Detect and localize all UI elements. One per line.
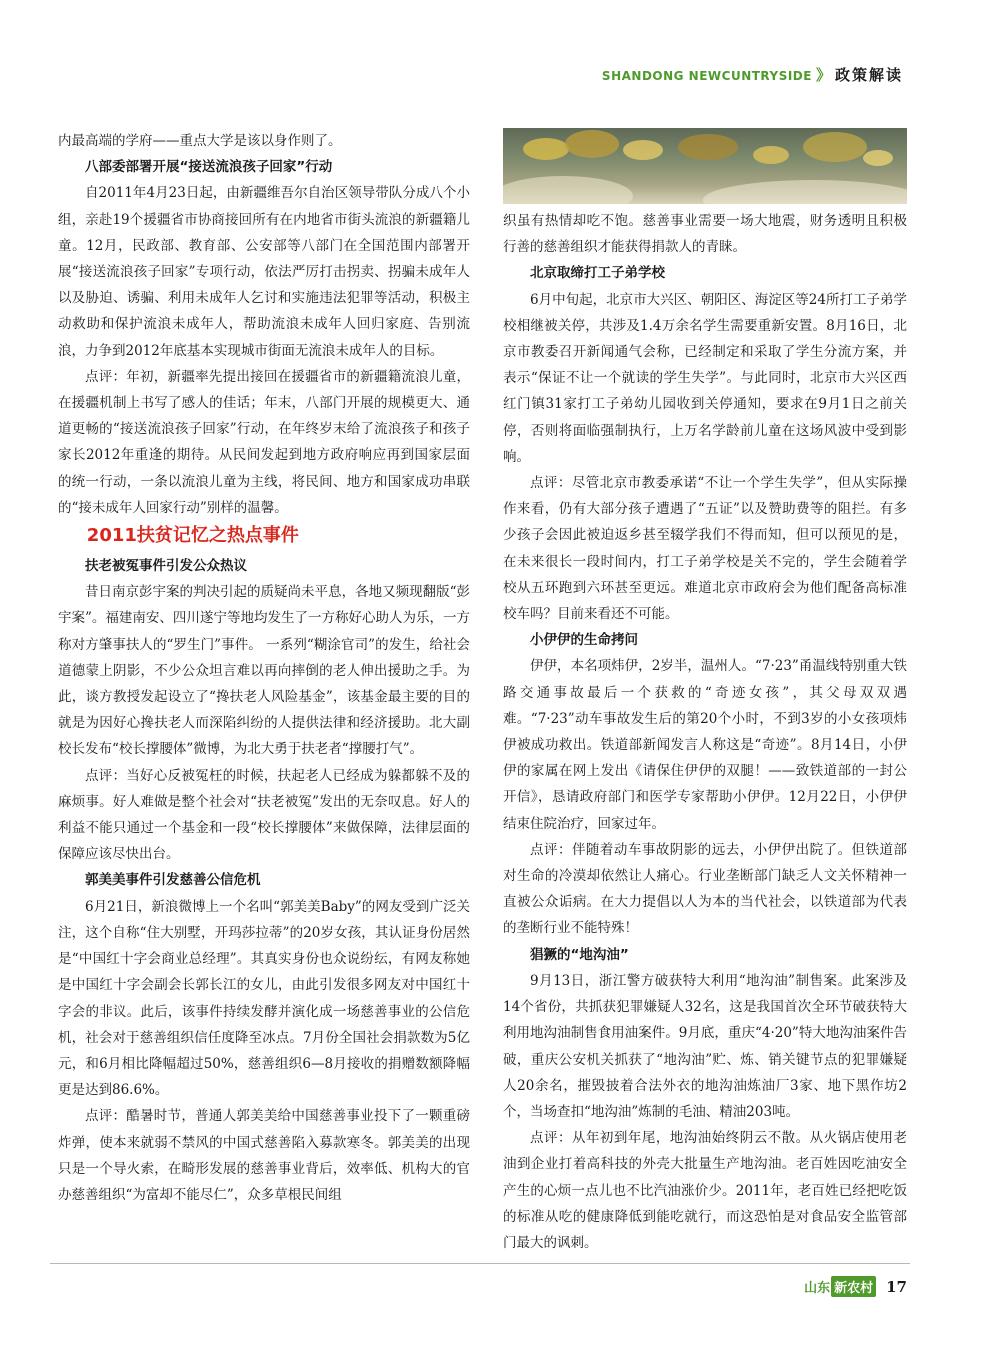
article-heading: 小伊伊的生命拷问 [530,632,638,649]
article-heading: 扶老被冤事件引发公众热议 [85,558,247,575]
paragraph: 6月中旬起，北京市大兴区、朝阳区、海淀区等24所打工子弟学校相继被关停，共涉及1.4万余名学生需要重新安置。8月16日，北京市教委召开新闻通气会称，已经制定和采取了学生分流方案，并表示“保证不让一个就读的学生失学”。与此同时，北京市大兴区西红门镇31家打工子弟幼儿园收到关停通知，要求在9月1日之前关停，否则将面临强制执行，上万名学龄前儿童在这场风波中受到影响。 [503,291,907,465]
page-footer [804,1276,907,1297]
page-header [602,64,903,85]
left-column [58,128,470,1208]
article-heading: 北京取缔打工子弟学校 [530,265,665,282]
paragraph: 织虽有热情却吃不饱。慈善事业需要一场大地震，财务透明且积极行善的慈善组织才能获得捐款人的青睐。 [503,213,907,256]
paragraph: 内最高端的学府——重点大学是该以身作则了。 [58,133,342,149]
section-title: 2011扶贫记忆之热点事件 [86,525,299,547]
comment-paragraph: 点评：尽管北京市教委承诺“不让一个学生失学”，但从实际操作来看，仍有大部分孩子遭遇了“五证”以及赞助费等的阻拦。有多少孩子会因此被迫返乡甚至辍学我们不得而知，但可以预见的是，在未来很长一段时间内，打工子弟学校是关不完的，学生会随着学校从五环跑到六环甚至更远。难道北京市政府会为他们配备高标准校车吗？目前来看还不可能。 [503,475,907,623]
header-separator: 》 [815,66,831,84]
article-heading: 八部委部署开展“接送流浪孩子回家”行动 [85,159,333,176]
logo-text-part2: 新农村 [831,1276,876,1297]
paragraph: 9月13日，浙江警方破获特大利用“地沟油”制售案。此案涉及14个省份，共抓获犯罪嫌疑人32名，这是我国首次全环节破获特大利用地沟油制售食用油案件。9月底，重庆“4·20”特大地沟油案件告破，重庆公安机关抓获了“地沟油”贮、炼、销关键节点的犯罪嫌疑人20余名，摧毁披着合法外衣的地沟油炼油厂3家、地下黑作坊2个，当场查扣“地沟油”炼制的毛油、精油203吨。 [503,972,907,1120]
article-heading: 郭美美事件引发慈善公信危机 [85,872,261,889]
paragraph: 伊伊，本名项炜伊，2岁半，温州人。“7·23”甬温线特别重大铁路交通事故最后一个获救的“奇迹女孩”，其父母双双遇难。“7·23”动车事故发生后的第20个小时，不到3岁的小女孩项炜伊被成功救出。铁道部新闻发言人称这是“奇迹”。8月14日，小伊伊的家属在网上发出《请保住伊伊的双腿！——致铁道部的一封公开信》，恳请政府部门和医学专家帮助小伊伊。12月22日，小伊伊结束住院治疗，回家过年。 [503,658,907,832]
footer-divider [50,1263,910,1264]
right-column [503,128,907,1256]
comment-paragraph: 点评：从年初到年尾，地沟油始终阴云不散。从火锅店使用老油到企业打着高科技的外壳大批量生产地沟油。老百姓因吃油安全产生的心烦一点儿也不比汽油涨价少。2011年，老百姓已经把吃饭的标准从吃的健康降低到能吃就行，而这恐怕是对食品安全监管部门最大的讽刺。 [503,1130,907,1251]
page-number: 17 [886,1277,907,1296]
paragraph: 昔日南京彭宇案的判决引起的质疑尚未平息，各地又频现翻版“彭宇案”。福建南安、四川遂宁等地均发生了一方称好心助人为乐，一方称对方肇事扶人的“罗生门”事件。 一系列“糊涂官司”的发生，给社会道德蒙上阴影，不少公众坦言难以再向摔倒的老人伸出援助之手。为此，谈方教授发起设立了“搀扶老人风险基金”，该基金最主要的目的就是为因好心搀扶老人而深陷纠纷的人提供法律和经济援助。北大副校长发布“校长撑腰体”微博，为北大勇于扶老者“撑腰打气”。 [58,584,470,758]
paragraph: 6月21日，新浪微博上一个名叫“郭美美Baby”的网友受到广泛关注，这个自称“住大别墅，开玛莎拉蒂”的20岁女孩，其认证身份居然是“中国红十字会商业总经理”。其真实身份也众说纷纭，有网友称她是中国红十字会副会长郭长江的女儿，由此引发很多网友对中国红十字会的非议。此后，该事件持续发酵并演化成一场慈善事业的公信危机，社会对于慈善组织信任度降至冰点。7月份全国社会捐款数为5亿元，和6月相比降幅超过50%，慈善组织6—8月接收的捐赠数额降幅更是达到86.6%。 [58,898,470,1099]
magazine-english-name: SHANDONG NEWCUNTRYSIDE [601,69,812,83]
magazine-logo [804,1276,876,1297]
comment-paragraph: 点评：当好心反被冤枉的时候，扶起老人已经成为躲都躲不及的麻烦事。好人难做是整个社会对“扶老被冤”发出的无奈叹息。好人的利益不能只通过一个基金和一段“校长撑腰体”来做保障，法律层面的保障应该尽快出台。 [58,767,470,863]
comment-paragraph: 点评：酷暑时节，普通人郭美美给中国慈善事业投下了一颗重磅炸弹，使本来就弱不禁风的中国式慈善陷入募款寒冬。郭美美的出现只是一个导火索，在畸形发展的慈善事业背后，效率低、机构大的官办慈善组织“为富却不能尽仁”，众多草根民间组 [58,1108,470,1203]
comment-paragraph: 点评：年初，新疆率先提出接回在援疆省市的新疆籍流浪儿童，在援疆机制上书写了感人的佳话；年末，八部门开展的规模更大、通道更畅的“接送流浪孩子回家”行动，在年终岁末给了流浪孩子和孩子家长2012年重逢的期待。从民间发起到地方政府响应再到国家层面的统一行动，一条以流浪儿童为主线，将民间、地方和国家成功串联的“接未成年人回家行动”别样的温馨。 [58,368,470,516]
comment-paragraph: 点评：伴随着动车事故阴影的远去，小伊伊出院了。但铁道部对生命的冷漠却依然让人痛心。行业垄断部门缺乏人文关怀精神一直被公众诟病。在大力提倡以人为本的当代社会，以铁道部为代表的垄断行业不能特殊！ [503,841,907,937]
section-name: 政策解读 [834,66,903,84]
decorative-photo [503,128,907,204]
paragraph: 自2011年4月23日起，由新疆维吾尔自治区领导带队分成八个小组，亲赴19个援疆省市协商接回所有在内地省市街头流浪的新疆籍儿童。12月，民政部、教育部、公安部等八部门在全国范围内部署开展“接送流浪孩子回家”专项行动，依法严厉打击拐卖、拐骗未成年人以及胁迫、诱骗、利用未成年人乞讨和实施违法犯罪等活动，积极主动救助和保护流浪未成年人，帮助流浪未成年人回归家庭、告别流浪，力争到2012年底基本实现城市街面无流浪未成年人的目标。 [58,185,470,359]
logo-text-part1: 山东 [804,1281,831,1296]
article-heading: 猖獗的“地沟油” [530,946,629,963]
